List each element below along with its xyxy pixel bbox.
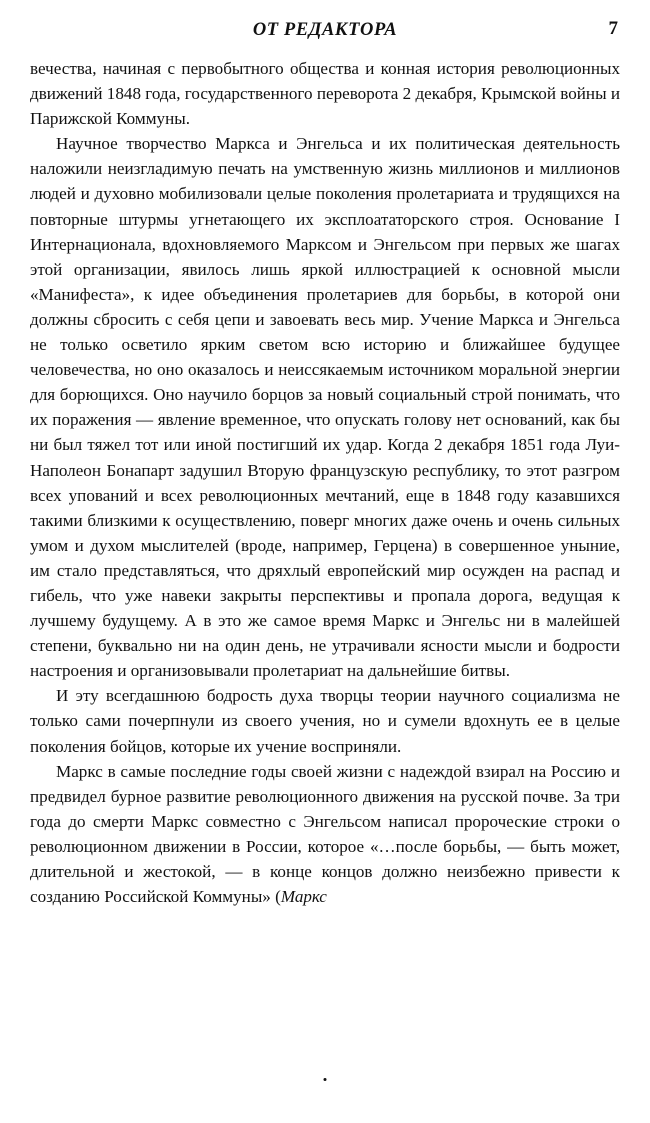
body-text [30, 56, 620, 909]
page-header [30, 18, 620, 52]
paragraph-with-citation [30, 759, 620, 910]
paragraph: Научное творчество Маркса и Энгельса и их политическая деятельность наложили неизгладимую печать на умственную жизнь миллионов и миллионов людей и духовно мобилизовали целые поколения пролетариата и трудящихся на повторные штурмы угнетающего их эксплоататорского строя. Основание I Интернационала, вдохновляемого Марксом и Энгельсом при первых же шагах этой организации, явилось лишь яркой иллюстрацией к основной мысли «Манифеста», к идее объединения пролетариев для борьбы, в которой они должны сбросить с себя цепи и завоевать весь мир. Учение Маркса и Энгельса не только осветило ярким светом всю историю и ближайшее будущее человечества, но оно оказалось и неиссякаемым источником моральной энергии для борющихся. Оно научило борцов за новый социальный строй понимать, что их поражения — явление временное, что опускать голову нет оснований, как бы ни был тяжел тот или иной постигший их удар. Когда 2 декабря 1851 года Луи-Наполеон Бонапарт задушил Вторую французскую республику, то этот разгром всех упований и всех революционных мечтаний, еще в 1848 году казавшихся такими близкими к осуществлению, поверг многих даже очень и очень сильных умом и духом мыслителей (вроде, например, Герцена) в совершенное уныние, им стало представляться, что дряхлый европейский мир осужден на распад и гибель, что уже навеки закрыты перспективы и пропала дорога, ведущая к лучшему будущему. А в это же самое время Маркс и Энгельс ни в малейшей степени, буквально ни на один день, не утрачивали ясности мысли и бодрости настроения и организовывали пролетариат на дальнейшие битвы. [30, 134, 620, 681]
page-number: 7 [608, 18, 618, 39]
paragraph-continued: вечества, начиная с первобытного общества и конная история революционных движений 1848 года, государственного переворота 2 декабря, Крымской войны и Парижской Коммуны. [30, 59, 620, 129]
citation-italic: Маркс [280, 887, 327, 907]
footer-ornament [324, 1078, 327, 1081]
running-title: ОТ РЕДАКТОРА [252, 20, 398, 40]
paragraph: И эту всегдашнюю бодрость духа творцы теории научного социализма не только сами почерпнули из своего учения, но и сумели вдохнуть ее в целые поколения бойцов, которые их учение восприняли. [30, 686, 620, 756]
paragraph-text: Маркс в самые последние годы своей жизни с надеждой взирал на Россию и предвидел бурное развитие революционного движения на русской почве. За три года до смерти Маркс совместно с Энгельсом написал пророческие строки о революционном движении в России, которое «…после борьбы, — быть может, длительной и жестокой, — в конце концов должно неизбежно привести к созданию Российской Коммуны» ( [30, 761, 620, 907]
